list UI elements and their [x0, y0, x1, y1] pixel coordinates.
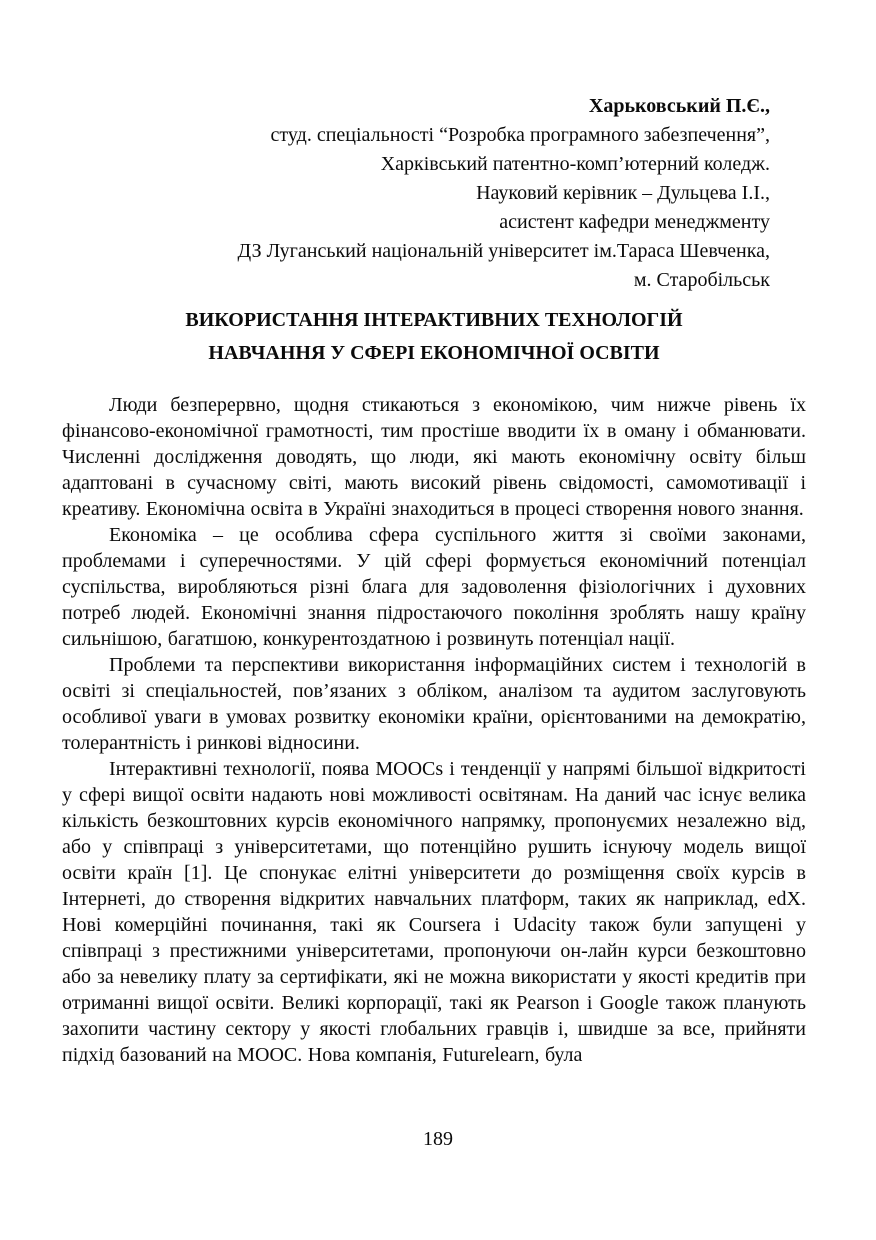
article-title-line: ВИКОРИСТАННЯ ІНТЕРАКТИВНИХ ТЕХНОЛОГІЙ — [185, 309, 683, 331]
article-title — [62, 304, 806, 370]
page-content — [62, 92, 806, 1068]
paragraph: Люди безперервно, щодня стикаються з економікою, чим нижче рівень їх фінансово-економічної грамотності, тим простіше вводити їх в оману і обманювати. Численні дослідження доводять, що люди, які мають економічну освіту більш адаптовані в сучасному світі, мають високий рівень свідомості, самомотивації і креативу. Економічна освіта в Україні знаходиться в процесі створення нового знання. — [62, 394, 806, 520]
article-title-line: НАВЧАННЯ У СФЕРІ ЕКОНОМІЧНОЇ ОСВІТИ — [208, 342, 660, 364]
byline-university-line: ДЗ Луганський національній університет ім.Тараса Шевченка, — [237, 240, 770, 262]
article-body — [62, 392, 806, 1068]
byline-affiliation-line: студ. спеціальності “Розробка програмного забезпечення”, — [270, 124, 770, 146]
byline-supervisor-line: Науковий керівник – Дульцева І.І., — [476, 182, 770, 204]
byline-supervisor-position-line: асистент кафедри менеджменту — [499, 211, 770, 233]
byline-city-line: м. Старобільськ — [633, 269, 770, 291]
paragraph: Інтерактивні технології, поява MOOCs і тенденції у напрямі більшої відкритості у сфері вищої освіти надають нові можливості освітянам. На даний час існує велика кількість безкоштовних курсів економічного напрямку, пропонуємих незалежно від, або у співпраці з університетами, що потенційно рушить існуючу модель вищої освіти країн [1]. Це спонукає елітні університети до розміщення своїх курсів в Інтернеті, до створення відкритих навчальних платформ, таких як наприклад, edX. Нові комерційні починання, такі як Coursera і Udacity також були запущені у співпраці з престижними університетами, пропонуючи он-лайн курси безкоштовно або за невелику плату за сертифікати, які не можна використати у якості кредитів при отриманні вищої освіти. Великі корпорації, такі як Pearson і Google також планують захопити частину сектору у якості глобальних гравців і, швидше за все, прийняти підхід базований на MOOC. Нова компанія, Futurelearn, була — [62, 758, 806, 1066]
paragraph: Проблеми та перспективи використання інформаційних систем і технологій в освіті зі спеціальностей, пов’язаних з обліком, аналізом та аудитом заслуговують особливої уваги в умовах розвитку економіки країни, орієнтованими на демократію, толерантність і ринкові відносини. — [62, 654, 806, 754]
byline-affiliation-line: Харківський патентно-комп’ютерний коледж. — [380, 153, 770, 175]
byline — [62, 92, 806, 295]
page-number: 189 — [423, 1128, 453, 1150]
author-name: Харьковський П.Є., — [588, 95, 770, 117]
paragraph: Економіка – це особлива сфера суспільного життя зі своїми законами, проблемами і суперечностями. У цій сфері формується економічний потенціал суспільства, виробляються різні блага для задоволення фізіологічних і духовних потреб людей. Економічні знання підростаючого покоління зроблять нашу країну сильнішою, багатшою, конкурентоздатною і розвинуть потенціал нації. — [62, 524, 806, 650]
